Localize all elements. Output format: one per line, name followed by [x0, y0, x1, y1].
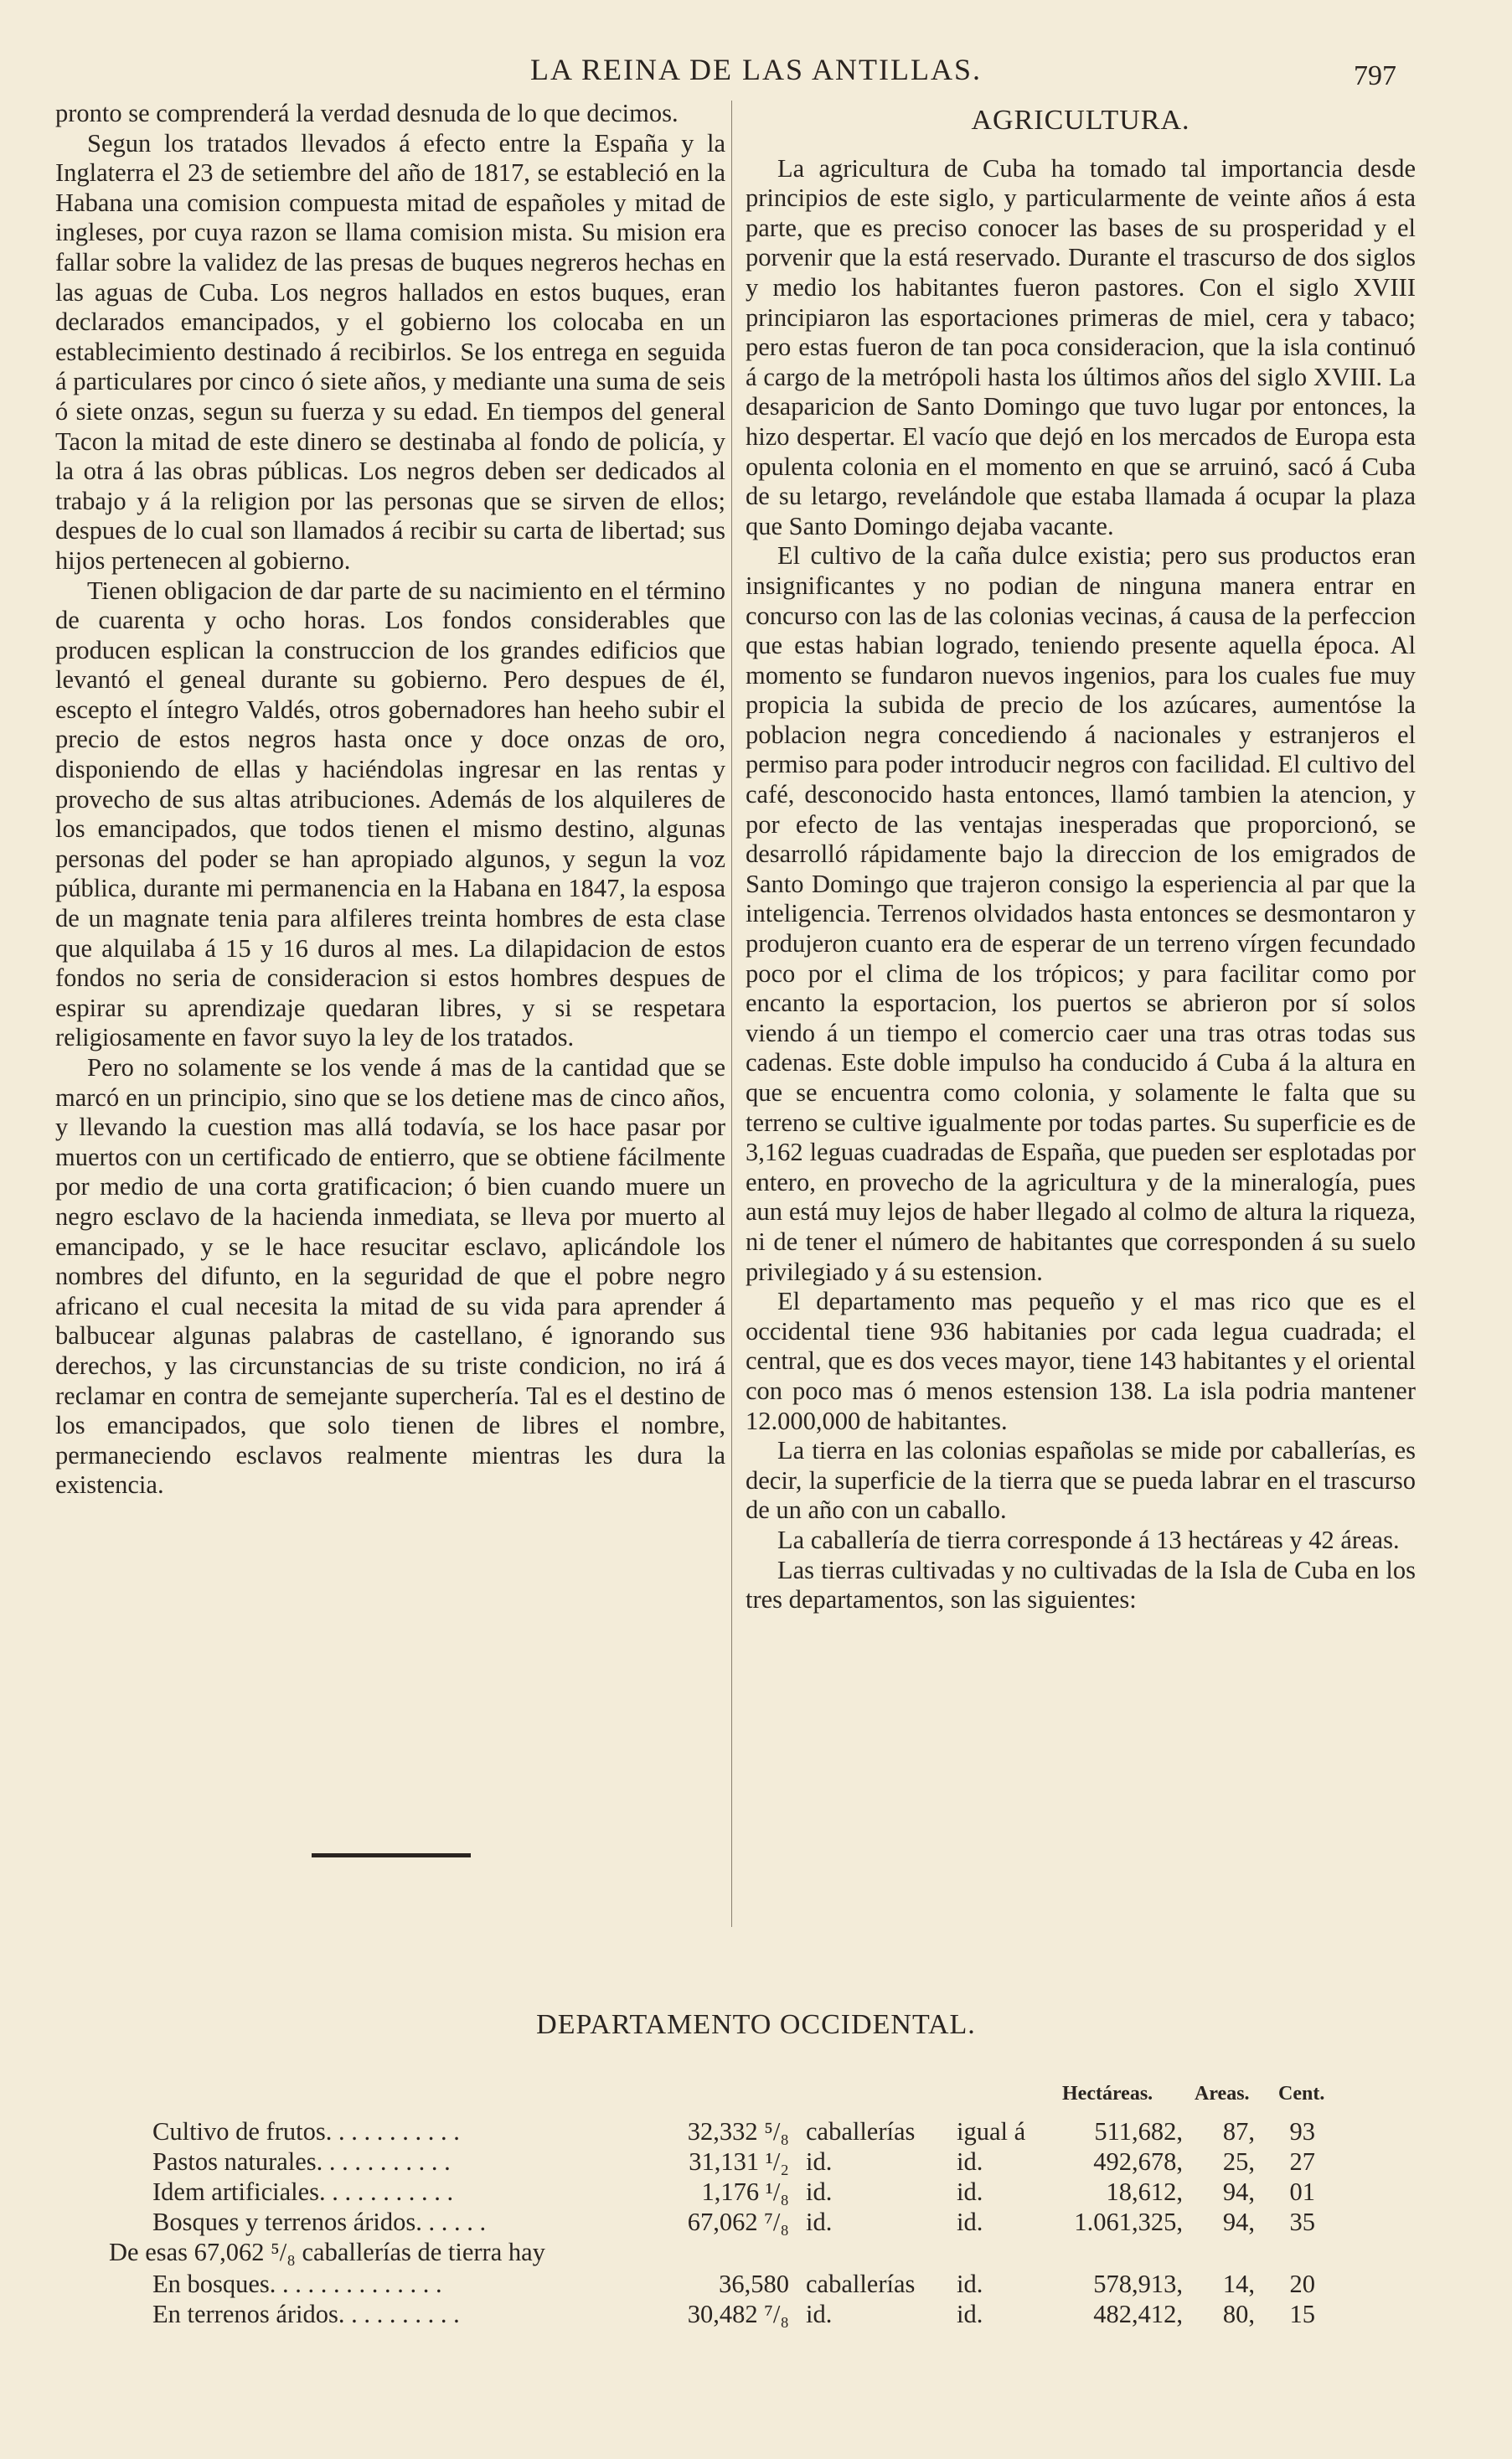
row-unit: id. — [806, 2177, 833, 2206]
row-hectareas: 1.061,325, — [1074, 2208, 1183, 2236]
row-unit: id. — [806, 2300, 833, 2328]
running-title: LA REINA DE LAS ANTILLAS. — [530, 53, 982, 86]
row-areas: 80, — [1222, 2300, 1255, 2328]
row-cent: 01 — [1289, 2177, 1315, 2206]
left-column — [55, 99, 725, 1501]
row-areas: 94, — [1222, 2208, 1255, 2236]
paragraph: pronto se comprenderá la verdad desnuda de lo que decimos. — [55, 99, 679, 127]
header-areas: Areas. — [1195, 2083, 1250, 2105]
paragraph: Pero no solamente se los vende á mas de la cantidad que se marcó en un principio, sino que se los detiene mas de cinco años, y llevando la cuestion mas allá todavía, se los hace pasar por muertos con un certificado de entierro, que se obtiene fácilmente por medio de una corta gratificacion; ó bien cuando muere un negro esclavo de la hacienda inmediata, se lleva por muerto al emancipado, y se le hace resucitar esclavo, aplicándole los nombres del difunto, en la seguridad de que el pobre negro africano el cual necesita la mitad de su vida para aprender á balbucear algunas palabras de castellano, é ignorando sus derechos, y las circunstancias de su triste condicion, no irá á reclamar en contra de semejante superchería. Tal es el destino de los emancipados, que solo tienen de libres el nombre, permaneciendo esclavos realmente mientras les dura la existencia. — [55, 1053, 725, 1500]
table-row — [0, 2177, 1512, 2207]
paragraph: Tienen obligacion de dar parte de su nacimiento en el término de cuarenta y ocho horas. Los fondos considerables que producen esplican la construccion de los grandes edificios que levantó el geneal durante su gobierno. Pero despues de él, escepto el íntegro Valdés, otros gobernadores han heeho subir el precio de estos negros hasta once y doce onzas de oro, disponiendo de ellas y haciéndolas ingresar en las rentas y provecho de sus altas atribuciones. Además de los alquileres de los emancipados, que todos tienen el mismo destino, algunas personas del poder se han apropiado algunos, y segun la voz pública, durante mi permanencia en la Habana en 1847, la esposa de un magnate tenia para alfileres treinta hombres de esta clase que alquilaba á 15 y 16 duros al mes. La dilapidacion de estos fondos no seria de consideracion si estos hombres despues de espirar su aprendizaje quedaran libres, y si se respetara religiosamente en favor suyo la ley de los tratados. — [55, 576, 725, 1052]
row-caballerias: 67,062 ⁷/₈ — [687, 2208, 789, 2236]
paragraph: La caballería de tierra corresponde á 13 hectáreas y 42 áreas. — [777, 1525, 1400, 1554]
row-cent: 20 — [1289, 2270, 1315, 2298]
row-unit: id. — [806, 2147, 833, 2176]
row-equivalence: igual á — [957, 2117, 1026, 2146]
row-areas: 25, — [1222, 2147, 1255, 2176]
row-cent: 15 — [1289, 2300, 1315, 2328]
row-label: Pastos naturales. . . . . . . . . . . — [152, 2147, 451, 2176]
paragraph: El departamento mas pequeño y el mas rico que es el occidental tiene 936 habitanies por cada legua cuadrada; el central, que es dos veces mayor, tiene 143 habitantes y el oriental con poco mas ó menos estension 138. La isla podria mantener 12.000,000 de habitantes. — [746, 1287, 1416, 1435]
row-label: Idem artificiales. . . . . . . . . . . — [152, 2177, 454, 2206]
header-cent: Cent. — [1278, 2083, 1325, 2105]
row-areas: 94, — [1222, 2177, 1255, 2206]
table-row — [0, 2299, 1512, 2329]
row-hectareas: 511,682, — [1094, 2117, 1183, 2146]
row-hectareas: 492,678, — [1093, 2147, 1183, 2176]
row-equivalence: id. — [957, 2147, 983, 2176]
row-cent: 35 — [1289, 2208, 1315, 2236]
header-hectareas: Hectáreas. — [1062, 2083, 1153, 2105]
table-title: DEPARTAMENTO OCCIDENTAL. — [536, 2009, 976, 2040]
paragraph: El cultivo de la caña dulce existia; pero sus productos eran insignificantes y no podian de ninguna manera entrar en concurso con las de las colonias vecinas, á causa de la perfeccion que estas habian logrado, teniendo presente aquella época. Al momento se fundaron nuevos ingenios, para los cuales fue muy propicia la subida de precio de los azúcares, aumentóse la poblacion negra concediendo á nacionales y estranjeros el permiso para poder introducir negros con facilidad. El cultivo del café, desconocido hasta entonces, llamó tambien la atencion, y por efecto de las ventajas inesperadas que proporcionó, se desarrolló rápidamente bajo la direccion de los emigrados de Santo Domingo que trajeron consigo la esperiencia al par que la inteligencia. Terrenos olvidados hasta entonces se desmontaron y produjeron cuanto era de esperar de un terreno vírgen fecundado poco por el clima de los trópicos; y para facilitar como por encanto la esportacion, los puertos se abrieron por sí solos viendo á un tiempo el comercio caer una tras otras todas sus cadenas. Este doble impulso ha conducido á Cuba á la altura en que se encuentra como colonia, y solamente le falta que su terreno se cultive igualmente por todas partes. Su superficie es de 3,162 leguas cuadradas de España, que pueden ser esplotadas por entero, en provecho de la agricultura y de la mineralogía, pues aun está muy lejos de haber llegado al colmo de altura la riqueza, ni de tener el número de habitantes que corresponden á su suelo privilegiado y á su estension. — [746, 541, 1416, 1286]
row-unit: id. — [806, 2208, 833, 2236]
note-text: De esas 67,062 ⁵/₈ caballerías de tierra hay — [109, 2238, 545, 2266]
table-row — [0, 2269, 1512, 2299]
row-caballerias: 32,332 ⁵/₈ — [687, 2117, 789, 2146]
table-row — [0, 2146, 1512, 2177]
right-column — [746, 99, 1416, 1615]
table-row — [0, 2116, 1512, 2146]
row-label: En terrenos áridos. . . . . . . . . . — [152, 2300, 460, 2328]
row-equivalence: id. — [957, 2270, 983, 2298]
row-unit: caballerías — [806, 2270, 916, 2298]
paragraph: Las tierras cultivadas y no cultivadas de la Isla de Cuba en los tres departamentos, son las siguientes: — [746, 1555, 1416, 1614]
table-row — [0, 2207, 1512, 2237]
row-hectareas: 18,612, — [1106, 2177, 1183, 2206]
row-caballerias: 30,482 ⁷/₈ — [687, 2300, 789, 2328]
row-equivalence: id. — [957, 2177, 983, 2206]
page-number: 797 — [1354, 60, 1396, 91]
row-label: En bosques. . . . . . . . . . . . . . — [152, 2270, 442, 2298]
paragraph: Segun los tratados llevados á efecto entre la España y la Inglaterra el 23 de setiembre del año de 1817, se estableció en la Habana una comision compuesta mitad de españoles y mitad de ingleses, por cuya razon se llama comision mista. Su mision era fallar sobre la validez de las presas de buques negreros hechas en las aguas de Cuba. Los negros hallados en estos buques, eran declarados emancipados, y el gobierno los colocaba en un establecimiento destinado á recibirlos. Se los entrega en seguida á particulares por cinco ó siete años, y mediante una suma de seis ó siete onzas, segun su fuerza y su edad. En tiempos del general Tacon la mitad de este dinero se destinaba al fondo de policía, y la otra á las obras públicas. Los negros deben ser dedicados al trabajo y á la religion por las personas que se sirven de ellos; despues de lo cual son llamados á recibir su carta de libertad; sus hijos pertenecen al gobierno. — [55, 128, 725, 575]
section-title: AGRICULTURA. — [971, 105, 1190, 136]
row-areas: 14, — [1222, 2270, 1255, 2298]
row-hectareas: 482,412, — [1093, 2300, 1183, 2328]
row-equivalence: id. — [957, 2208, 983, 2236]
row-hectareas: 578,913, — [1093, 2270, 1183, 2298]
paragraph: La agricultura de Cuba ha tomado tal importancia desde principios de este siglo, y particularmente de veinte años á esta parte, que es preciso conocer las bases de su prosperidad y el porvenir que la está reservado. Durante el trascurso de dos siglos y medio los habitantes fueron pastores. Con el siglo XVIII principiaron las esportaciones primeras de miel, cera y tabaco; pero estas fueron de tan poca consideracion, que la isla continuó á cargo de la metrópoli hasta los últimos años del siglo XVIII. La desaparicion de Santo Domingo que tuvo lugar por entonces, la hizo despertar. El vacío que dejó en los mercados de Europa esta opulenta colonia en el momento en que se arruinó, sacó á Cuba de su letargo, revelándole que estaba llamada á ocupar la plaza que Santo Domingo dejaba vacante. — [746, 153, 1416, 540]
row-areas: 87, — [1222, 2117, 1255, 2146]
paragraph: La tierra en las colonias españolas se mide por caballerías, es decir, la superficie de la tierra que se pueda labrar en el trascurso de un año con un caballo. — [746, 1436, 1416, 1525]
row-caballerias: 31,131 ¹/₂ — [689, 2147, 789, 2176]
row-label: Bosques y terrenos áridos. . . . . . — [152, 2208, 487, 2236]
row-cent: 27 — [1289, 2147, 1315, 2176]
section-rule — [312, 1853, 471, 1857]
row-equivalence: id. — [957, 2300, 983, 2328]
row-unit: caballerías — [806, 2117, 916, 2146]
row-label: Cultivo de frutos. . . . . . . . . . . — [152, 2117, 460, 2146]
table-note — [109, 2237, 1512, 2267]
row-cent: 93 — [1289, 2117, 1315, 2146]
row-caballerias: 1,176 ¹/₈ — [701, 2177, 789, 2206]
column-divider — [731, 101, 732, 1927]
row-caballerias: 36,580 — [719, 2270, 789, 2298]
